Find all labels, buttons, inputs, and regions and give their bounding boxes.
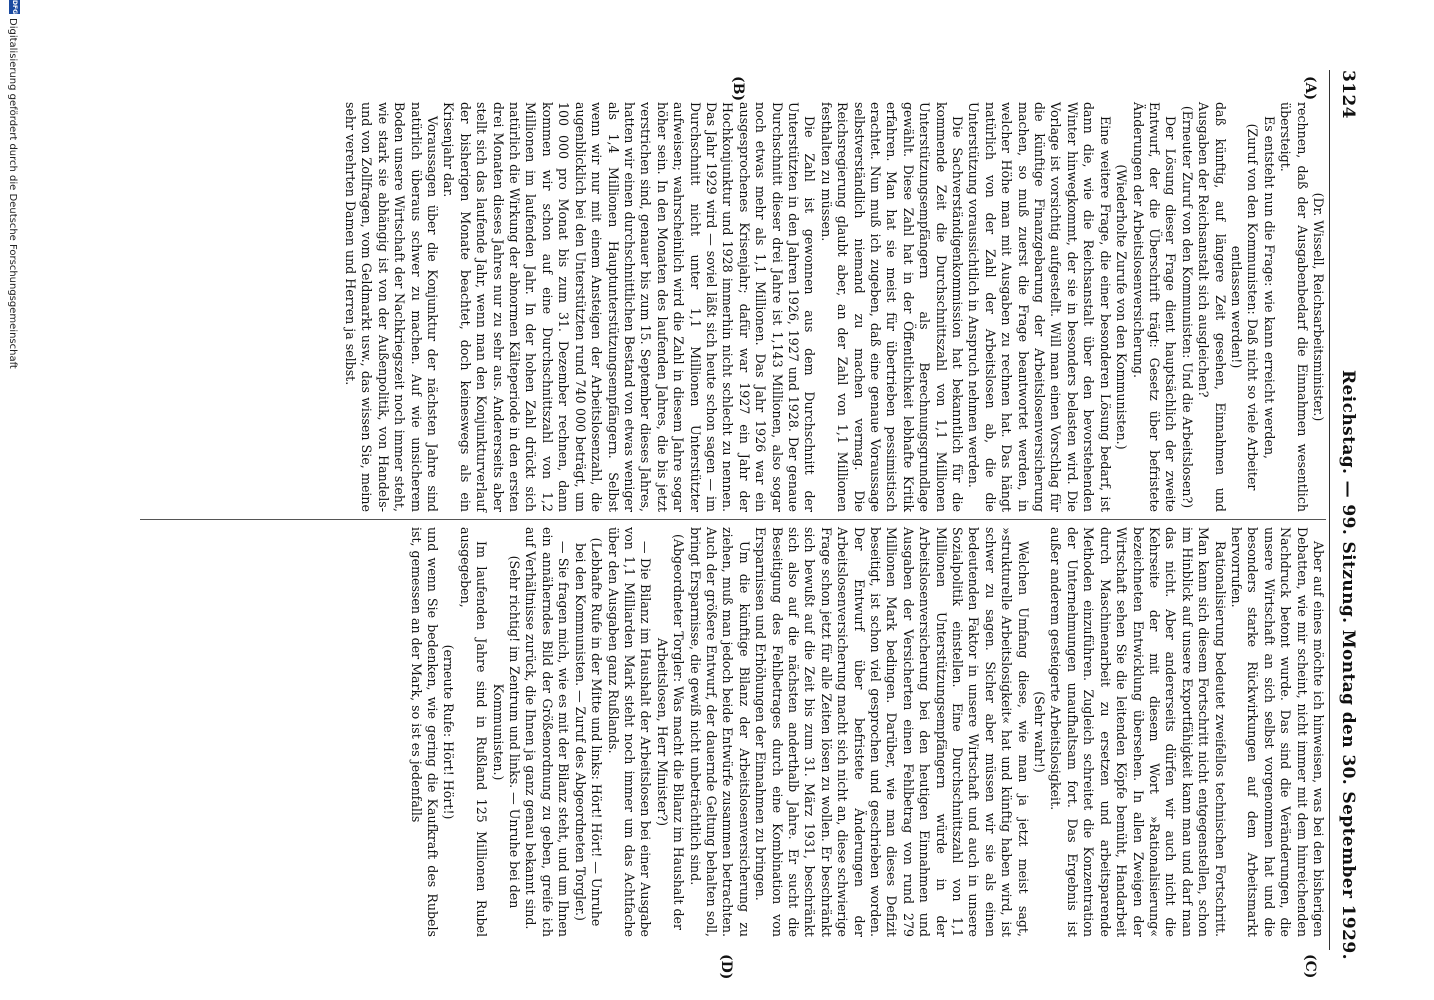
paragraph: rechnen, daß der Ausgabenbedarf die Einnahmen wesentlich übersteigt.	[1278, 102, 1310, 512]
interjection: (Lebhafte Rufe in der Mitte und links: Hört! Hört! — Unruhe bei den Kommunisten. — Zuruf des Abgeordneten Torgler.)	[572, 537, 605, 927]
paragraph: daß künftig, auf längere Zeit gesehen, Einnahmen und Ausgaben der Reichsanstalt sich ausgleichen?	[1196, 102, 1228, 512]
paragraph: Aber auf eines möchte ich hinweisen, was bei den bisherigen Debatten, wie mir scheint, nicht immer mit dem hinreichenden Nachdruck betont wurde. Das sind die Veränderungen, die unsere Wirtschaft an sich selbst vorgenommen hat und die besonders starke Rückwirkungen auf dem Arbeitsmarkt hervorrufen.	[1228, 527, 1326, 937]
interjection: (Erneuter Zuruf von den Kommunisten: Und die Arbeitslosen?)	[1179, 105, 1195, 509]
margin-marker-c: (C)	[1302, 954, 1318, 979]
paragraph: Um die künftige Bilanz der Arbeitslosenversicherung zu ziehen, muß man jedoch beide Entwürfe zusammen betrachten. Auch der größere Entwurf, der dauernde Geltung behalten soll, bringt Ersparnisse, die gewiß nicht unbeträchtlich sind.	[687, 527, 752, 937]
left-column	[342, 102, 1326, 512]
paragraph: Eine weitere Frage, die einer besonderen Lösung bedarf, ist dann die, wie die Reichsanstalt über den bevorstehenden Winter hinwegkommt, der sie in besonders belasten wird. Die Vorlage ist vorsichtig aufgestellt. Will man einen Vorschlag für die künftige Finanzgebarung der Arbeitslosenversicherung machen, so muß zuerst die Frage beantwortet werden, in welcher Höhe man mit Ausgaben zu rechnen hat. Das hängt natürlich von der Zahl der Arbeitslosen ab, die die Unterstützung voraussichtlich in Anspruch nehmen werden.	[966, 102, 1113, 512]
funding-note: Digitalisierung gefördert durch die Deutsche Forschungsgemeinschaft	[7, 18, 18, 369]
paragraph: Es entsteht nun die Frage: wie kann erreicht werden,	[1261, 116, 1277, 460]
interjection: (Wiederholte Zurufe von den Kommunisten.)	[1114, 164, 1130, 450]
margin-marker-b: (B)	[730, 76, 746, 102]
paragraph: Im laufenden Jahre sind in Rußland 125 Millionen Rubel ausgegeben,	[457, 527, 490, 937]
page-title: Reichstag. — 99. Sitzung. Montag den 30. September 1929.	[1338, 370, 1358, 960]
paragraph: Voraussagen über die Konjunktur der nächsten Jahre sind natürlich überaus schwer zu machen. Auf wie unsicherem Boden unsere Wirtschaft der Nachkriegszeit noch immer steht, wie stark sie abhängig ist von der Außenpolitik, von Handels- und von Zollfragen, vom Geldmarkt usw., das wissen Sie, meine sehr verehrten Damen und Herren ja selbst.	[343, 102, 441, 512]
paragraph: Der Lösung dieser Frage dient hauptsächlich der zweite Entwurf, der die Überschrift trägt: Gesetz über befristete Änderungen der Arbeitslosenversicherung.	[1130, 102, 1179, 512]
interjection: (erneute Rufe: Hört! Hört!)	[441, 644, 457, 820]
paragraph: — Die Bilanz im Haushalt der Arbeitslosen bei einer Ausgabe von 1,1 Milliarden Mark steht noch immer um das Achtfache über den Ausgaben ganz Rußlands.	[605, 527, 654, 937]
interjection: (Sehr richtig! im Zentrum und links. — Unruhe bei den Kommunisten.)	[490, 555, 523, 909]
page-header	[1334, 70, 1358, 960]
interjection: (Zuruf von den Kommunisten: Daß nicht so viele Arbeiter entlassen werden!)	[1228, 123, 1261, 491]
interjection: (Sehr wahr!)	[1032, 691, 1048, 773]
paragraph: und wenn Sie bedenken, wie gering die Kaufkraft des Rubels ist, gemessen an der Mark, so ist es jedenfalls	[408, 527, 441, 937]
right-column	[407, 527, 1326, 937]
dfg-logo: DFG	[11, 0, 18, 15]
paragraph: Welchen Umfang diese, wie man ja jetzt meist sagt, »strukturelle Arbeitslosigkeit« hat und künftig haben wird, ist schwer zu sagen. Sicher aber müssen wir sie als einen bedeutenden Faktor in unsere Wirtschaft und auch in unsere Sozialpolitik einstellen. Eine Durchschnittszahl von 1,1 Millionen Unterstützungsempfängern würde in der Arbeitslosenversicherung bei den heutigen Einnahmen und Ausgaben der Versicherten einen Fehlbetrag von rund 279 Millionen Mark bedingen. Darüber, wie man dieses Defizit beseitigt, ist schon viel gesprochen und geschrieben worden. Der Entwurf über befristete Änderungen der Arbeitslosenversicherung macht sich nicht an, diese schwierige Frage schon jetzt für alle Zeiten lösen zu wollen. Er beschränkt sich bewußt auf die Zeit bis zum 31. März 1931, beschränkt sich also auf die nächsten anderthalb Jahre. Er sucht die Beseitigung des Fehlbetrages durch eine Kombination von Ersparnissen und Erhöhungen der Einnahmen zu bringen.	[753, 527, 1031, 937]
paragraph: — Sie fragen mich, wie es mit der Bilanz steht, und um Ihnen ein annäherndes Bild der Größenordnung zu geben, greife ich auf Verhältnisse zurück, die Ihnen ja ganz genau bekannt sind.	[523, 527, 572, 937]
paragraph: Rationalisierung bedeutet zweifellos technischen Fortschritt. Man kann sich diesem Fortschritt nicht entgegenstellen, schon im Hinblick auf unsere Exportfähigkeit kann man und darf man das nicht. Aber andererseits dürfen wir auch nicht die Kehrseite der mit diesem Wort »Rationalisierung« bezeichneten Entwicklung übersehen. In allen Zweigen der Wirtschaft sehen Sie die leitenden Köpfe bemüht, Handarbeit durch Maschinenarbeit zu ersetzen und arbeitsparende Methoden einzuführen. Zugleich schreitet die Konzentration der Unternehmungen unaufhaltsam fort. Das Ergebnis ist außer anderem gesteigerte Arbeitslosigkeit.	[1048, 527, 1228, 937]
page-number: 3124	[1338, 70, 1358, 119]
interjection: (Dr. Wissell, Reichsarbeitsminister.)	[1311, 192, 1326, 422]
header-rule	[1329, 70, 1330, 950]
margin-marker-a: (A)	[1302, 76, 1318, 101]
interjection: (Abgeordneter Torgler: Was macht die Bilanz im Haushalt der Arbeitslosen, Herr Minister?)	[654, 533, 687, 931]
column-divider	[140, 519, 1326, 520]
margin-marker-d: (D)	[718, 954, 734, 980]
paragraph: Die Zahl ist gewonnen aus dem Durchschnitt der Unterstützten in den Jahren 1926, 1927 und 1928. Der genaue Durchschnitt dieser drei Jahre ist 1,143 Millionen, also sogar noch etwas mehr als 1,1 Millionen. Das Jahr 1926 war ein ausgesprochenes Krisenjahr; dafür war 1927 ein Jahr der Hochkonjunktur und 1928 immerhin nicht schlecht zu nennen. Das Jahr 1929 wird — soviel läßt sich heute schon sagen — im Durchschnitt nicht unter 1,1 Millionen Unterstützter aufweisen; wahrscheinlich wird die Zahl in diesem Jahre sogar höher sein. In den Monaten des laufenden Jahres, die bis jetzt verstrichen sind, genauer bis zum 15. September dieses Jahres, hatten wir einen durchschnittlichen Bestand von etwas weniger als 1,4 Millionen Hauptunterstützungsempfängern. Selbst wenn wir nur mit einem Ansteigen der Arbeitslosenzahl, die augenblicklich bei den Unterstützten rund 740 000 beträgt, um 100 000 pro Monat bis zum 31. Dezember rechnen, dann kommen wir schon auf eine Durchschnittszahl von 1,2 Millionen im laufenden Jahr. In der hohen Zahl drückt sich natürlich die Wirkung der abnormen Kälteperiode in den ersten drei Monaten dieses Jahres nur zu sehr aus. Andererseits aber stellt sich das laufende Jahr, wenn man den Konjunkturverlauf der bisherigen Monate beachtet, doch keineswegs als ein Krisenjahr dar.	[441, 102, 818, 512]
paragraph: Die Sachverständigenkommission hat bekanntlich für die kommende Zeit die Durchschnittszahl von 1,1 Millionen Unterstützungsempfängern als Berechnungsgrundlage gewählt. Diese Zahl hat in der Öffentlichkeit lebhafte Kritik erfahren. Man hat sie meist für übertrieben pessimistisch erachtet. Nun muß ich zugeben, daß eine genaue Voraussage selbstverständlich niemand zu machen vermag. Die Reichsregierung glaubt aber, an der Zahl von 1,1 Millionen festhalten zu müssen.	[818, 102, 966, 512]
